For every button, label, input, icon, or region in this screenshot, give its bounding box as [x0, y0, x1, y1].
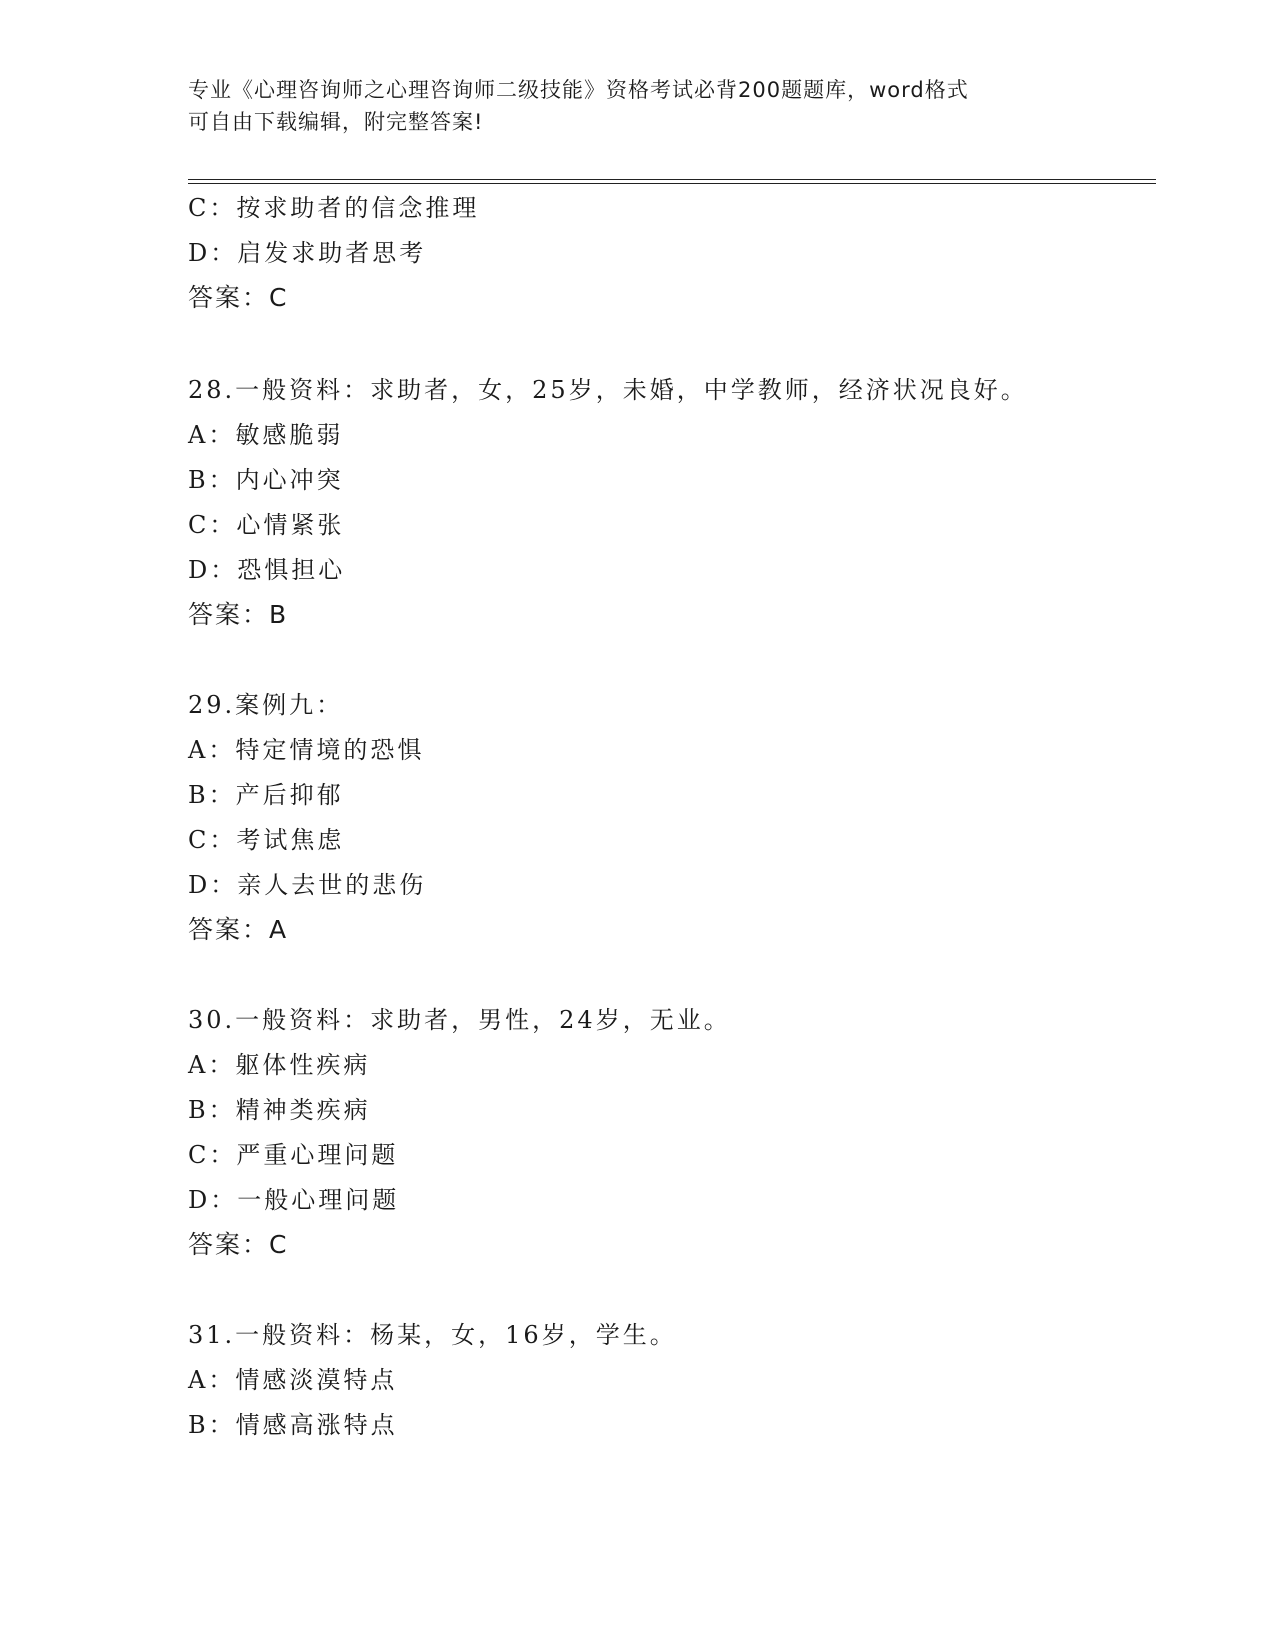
header-line-1: 专业《心理咨询师之心理咨询师二级技能》资格考试必背200题题库，word格式 — [188, 78, 969, 102]
document-header — [188, 74, 1088, 138]
question-30-option-c: C：严重心理问题 — [188, 1141, 399, 1169]
question-28-option-a: A：敏感脆弱 — [188, 421, 344, 449]
question-30-stem: 30.一般资料：求助者，男性，24岁，无业。 — [188, 1006, 731, 1034]
question-28-option-c: C：心情紧张 — [188, 511, 345, 539]
header-divider-bottom — [188, 183, 1156, 184]
header-divider-top — [188, 179, 1156, 180]
question-29-option-c: C：考试焦虑 — [188, 826, 345, 854]
question-28-option-d: D：恐惧担心 — [188, 556, 346, 584]
question-30-option-a: A：躯体性疾病 — [188, 1051, 371, 1079]
option-d: D：启发求助者思考 — [188, 239, 427, 267]
question-31-option-a: A：情感淡漠特点 — [188, 1366, 398, 1394]
question-30-option-d: D：一般心理问题 — [188, 1186, 400, 1214]
header-line-2: 可自由下载编辑，附完整答案! — [188, 110, 484, 134]
question-30-option-b: B：精神类疾病 — [188, 1096, 371, 1124]
question-29-option-d: D：亲人去世的悲伤 — [188, 871, 427, 899]
question-29-option-b: B：产后抑郁 — [188, 781, 344, 809]
question-29-stem: 29.案例九： — [188, 691, 344, 719]
question-30-answer: 答案：C — [188, 1230, 289, 1259]
question-31-stem: 31.一般资料：杨某，女，16岁，学生。 — [188, 1321, 677, 1349]
question-28-option-b: B：内心冲突 — [188, 466, 344, 494]
question-28-answer: 答案：B — [188, 600, 289, 629]
option-c: C：按求助者的信念推理 — [188, 194, 480, 222]
question-29-answer: 答案：A — [188, 915, 289, 944]
question-29-option-a: A：特定情境的恐惧 — [188, 736, 425, 764]
question-28-stem: 28.一般资料：求助者，女，25岁，未婚，中学教师，经济状况良好。 — [188, 376, 1028, 404]
question-31-option-b: B：情感高涨特点 — [188, 1411, 398, 1439]
answer-line: 答案：C — [188, 283, 289, 312]
